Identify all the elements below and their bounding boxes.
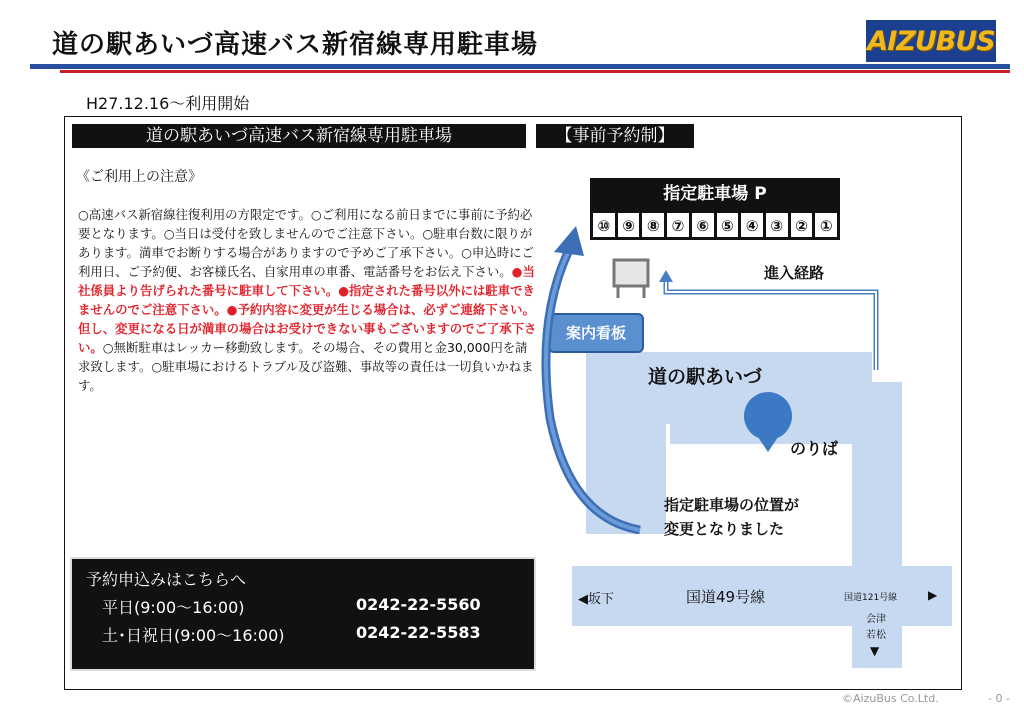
road-right-label: 国道121号線	[844, 593, 898, 603]
caution-text-part-2: ○無断駐車はレッカー移動致します。その場合、その費用と金30,000円を請求致します。○駐車場におけるトラブル及び盗難、事故等の責任は一切負いかねます。	[78, 340, 534, 393]
weekend-hours: 土･日祝日(9:00～16:00)	[102, 626, 285, 645]
road-name: 国道49号線	[686, 588, 766, 606]
road-down-label-1: 会津	[866, 614, 886, 625]
parking-space: ④	[740, 212, 764, 238]
caution-text	[78, 205, 538, 395]
parking-map	[540, 170, 960, 680]
road-down-arrow: ▼	[870, 644, 880, 658]
parking-space: ⑥	[691, 212, 715, 238]
sign-label: 案内看板	[548, 313, 644, 353]
copyright: ©AizuBus Co.Ltd.	[842, 692, 939, 705]
parking-space: ③	[765, 212, 789, 238]
station-name: 道の駅あいづ	[648, 366, 763, 388]
entry-route-label: 進入経路	[764, 264, 825, 282]
page-number: - 0 -	[988, 692, 1010, 705]
notice-title: 道の駅あいづ高速バス新宿線専用駐車場	[72, 124, 526, 148]
parking-space: ⑦	[666, 212, 690, 238]
parking-space: ②	[790, 212, 814, 238]
parking-lot-title: 指定駐車場 P	[590, 178, 840, 210]
weekday-phone[interactable]: 0242-22-5560	[356, 595, 481, 614]
reservation-tag: 【事前予約制】	[536, 124, 694, 148]
contact-box	[70, 557, 536, 671]
parking-space: ⑧	[641, 212, 665, 238]
bus-stop-label: のりば	[790, 439, 839, 458]
header-rule-red	[60, 70, 1010, 73]
logo-text: AIZUBUS	[867, 26, 995, 57]
weekday-hours: 平日(9:00～16:00)	[102, 598, 245, 617]
curved-arrow-icon	[540, 218, 650, 534]
road-left-label: ◀坂下	[578, 592, 614, 607]
road-right-arrow: ▶	[928, 588, 938, 602]
bus-stop-pin-icon	[740, 392, 796, 454]
contact-heading: 予約申込みはこちらへ	[86, 570, 247, 589]
parking-space: ①	[814, 212, 838, 238]
caution-text-part-1: ○高速バス新宿線往復利用の方限定です。○ご利用になる前日までに事前に予約必要となります。○当日は受付を致しませんのでご注意下さい。○駐車台数に限りがあります。満車でお断りする場合がありますので予めご了承下さい。○申込時にご利用日、ご予約便、お客様氏名、自家用車の車番、電話番号をお伝え下さい。	[78, 207, 534, 279]
parking-space: ⑤	[716, 212, 740, 238]
road-down-label-2: 若松	[866, 630, 886, 641]
caution-text-red: ●当社係員より告げられた番号に駐車して下さい。●指定された番号以外には駐車できませんのでご注意下さい。●予約内容に変更が生じる場合は、必ずご連絡下さい。但し、変更になる日が満車の場合はお受けできない事もございますのでご了承下さい。	[78, 264, 537, 355]
weekend-phone[interactable]: 0242-22-5583	[356, 623, 481, 642]
start-date: H27.12.16～利用開始	[86, 94, 250, 113]
caution-heading: 《ご利用上の注意》	[76, 169, 202, 185]
parking-space: ⑩	[592, 212, 616, 238]
parking-space: ⑨	[617, 212, 641, 238]
page-title: 道の駅あいづ高速バス新宿線専用駐車場	[52, 30, 539, 60]
change-note-line-1: 指定駐車場の位置が	[664, 496, 800, 514]
aizubus-logo	[866, 20, 996, 62]
change-note-line-2: 変更となりました	[664, 520, 785, 538]
header-rule-blue	[30, 64, 1010, 69]
